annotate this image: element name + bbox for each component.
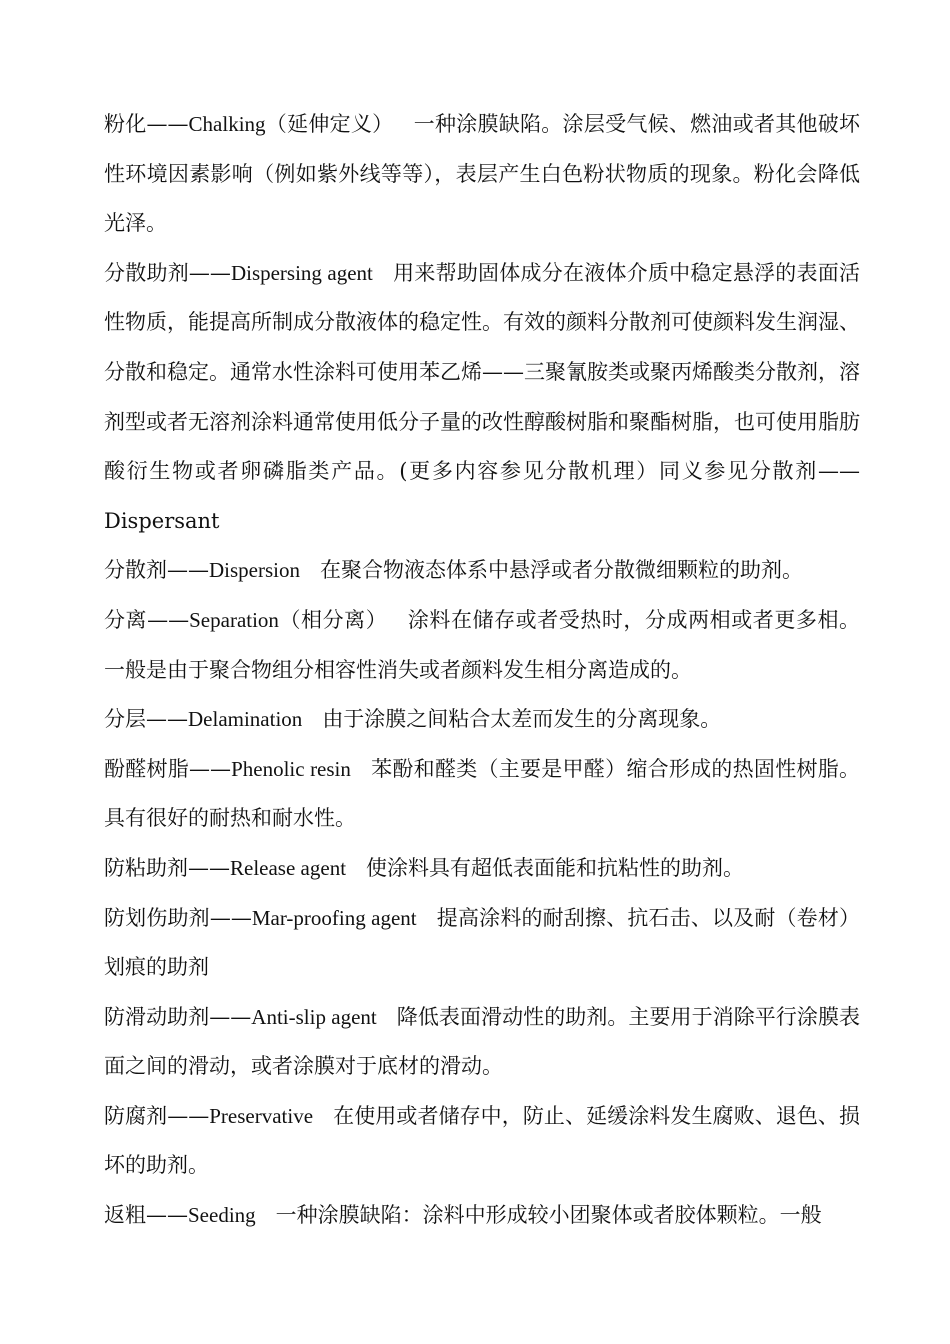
entry-term: 防粘助剂—— bbox=[104, 855, 230, 880]
entry-term: 分散剂—— bbox=[104, 558, 209, 583]
entry-english-term: Dispersing agent bbox=[230, 260, 373, 285]
entry-english-term: Seeding bbox=[188, 1203, 256, 1228]
glossary-entry-preservative bbox=[104, 1092, 860, 1191]
glossary-entry-seeding bbox=[104, 1191, 860, 1241]
entry-english-term: Dispersion bbox=[209, 558, 300, 583]
entry-term: 分层—— bbox=[104, 707, 188, 732]
glossary-entry-dispersing-agent bbox=[104, 249, 860, 547]
glossary-entry-delamination bbox=[104, 695, 860, 745]
entry-definition: 一种涂膜缺陷。涂层受气候、燃油或者其他破坏性环境因素影响（例如紫外线等等），表层产生白色粉状物质的现象。粉化会降低光泽。 bbox=[104, 112, 861, 236]
entry-definition: 使涂料具有超低表面能和抗粘性的助剂。 bbox=[366, 855, 745, 880]
glossary-entry-mar-proofing-agent bbox=[104, 894, 860, 993]
entry-term: 返粗—— bbox=[104, 1203, 188, 1228]
entry-term: 分散助剂—— bbox=[104, 260, 231, 285]
glossary-entry-chalking bbox=[104, 100, 860, 249]
document-page bbox=[104, 100, 860, 1241]
entry-definition: 降低表面滑动性的助剂。主要用于消除平行涂膜表面之间的滑动，或者涂膜对于底材的滑动。 bbox=[104, 1004, 861, 1079]
entry-definition: 由于涂膜之间粘合太差而发生的分离现象。 bbox=[322, 707, 722, 732]
entry-english-term: Preservative bbox=[209, 1103, 314, 1128]
entry-english-term: Separation（相分离） bbox=[189, 607, 388, 632]
glossary-entry-dispersion bbox=[104, 546, 860, 596]
entry-english-term: Anti-slip agent bbox=[251, 1004, 377, 1029]
glossary-entry-release-agent bbox=[104, 844, 860, 894]
glossary-entry-phenolic-resin bbox=[104, 745, 860, 844]
entry-english-term: Chalking（延伸定义） bbox=[188, 112, 394, 136]
entry-definition: 一种涂膜缺陷：涂料中形成较小团聚体或者胶体颗粒。一般 bbox=[275, 1203, 822, 1228]
entry-term: 分离—— bbox=[104, 607, 190, 632]
entry-english-term: Phenolic resin bbox=[231, 756, 351, 781]
entry-term: 防腐剂—— bbox=[104, 1103, 210, 1128]
entry-definition: 苯酚和醛类（主要是甲醛）缩合形成的热固性树脂。具有很好的耐热和耐水性。 bbox=[104, 756, 860, 831]
entry-english-term: Mar-proofing agent bbox=[251, 905, 417, 930]
entry-term: 防划伤助剂—— bbox=[104, 905, 252, 930]
entry-definition: 在使用或者储存中，防止、延缓涂料发生腐败、退色、损坏的助剂。 bbox=[104, 1103, 861, 1178]
glossary-entry-anti-slip-agent bbox=[104, 993, 860, 1092]
entry-definition: 提高涂料的耐刮擦、抗石击、以及耐（卷材）划痕的助剂 bbox=[104, 905, 861, 980]
entry-definition: 涂料在储存或者受热时，分成两相或者更多相。一般是由于聚合物组分相容性消失或者颜料发生相分离造成的。 bbox=[104, 607, 861, 682]
entry-english-term: Delamination bbox=[188, 707, 303, 732]
entry-definition: 在聚合物液态体系中悬浮或者分散微细颗粒的助剂。 bbox=[320, 558, 803, 583]
entry-term: 粉化—— bbox=[104, 112, 189, 136]
entry-english-term: Release agent bbox=[230, 855, 347, 880]
entry-term: 酚醛树脂—— bbox=[104, 756, 232, 781]
entry-term: 防滑动助剂—— bbox=[104, 1004, 252, 1029]
glossary-entry-separation bbox=[104, 596, 860, 695]
entry-definition: 用来帮助固体成分在液体介质中稳定悬浮的表面活性物质，能提高所制成分散液体的稳定性。有效的颜料分散剂可使颜料发生润湿、分散和稳定。通常水性涂料可使用苯乙烯——三聚氰胺类或聚丙烯酸类分散剂，溶剂型或者无溶剂涂料通常使用低分子量的改性醇酸树脂和聚酯树脂，也可使用脂肪酸衍生物或者卵磷脂类产品。(更多内容参见分散机理）同义参见分散剂——Dispersant bbox=[104, 260, 860, 533]
